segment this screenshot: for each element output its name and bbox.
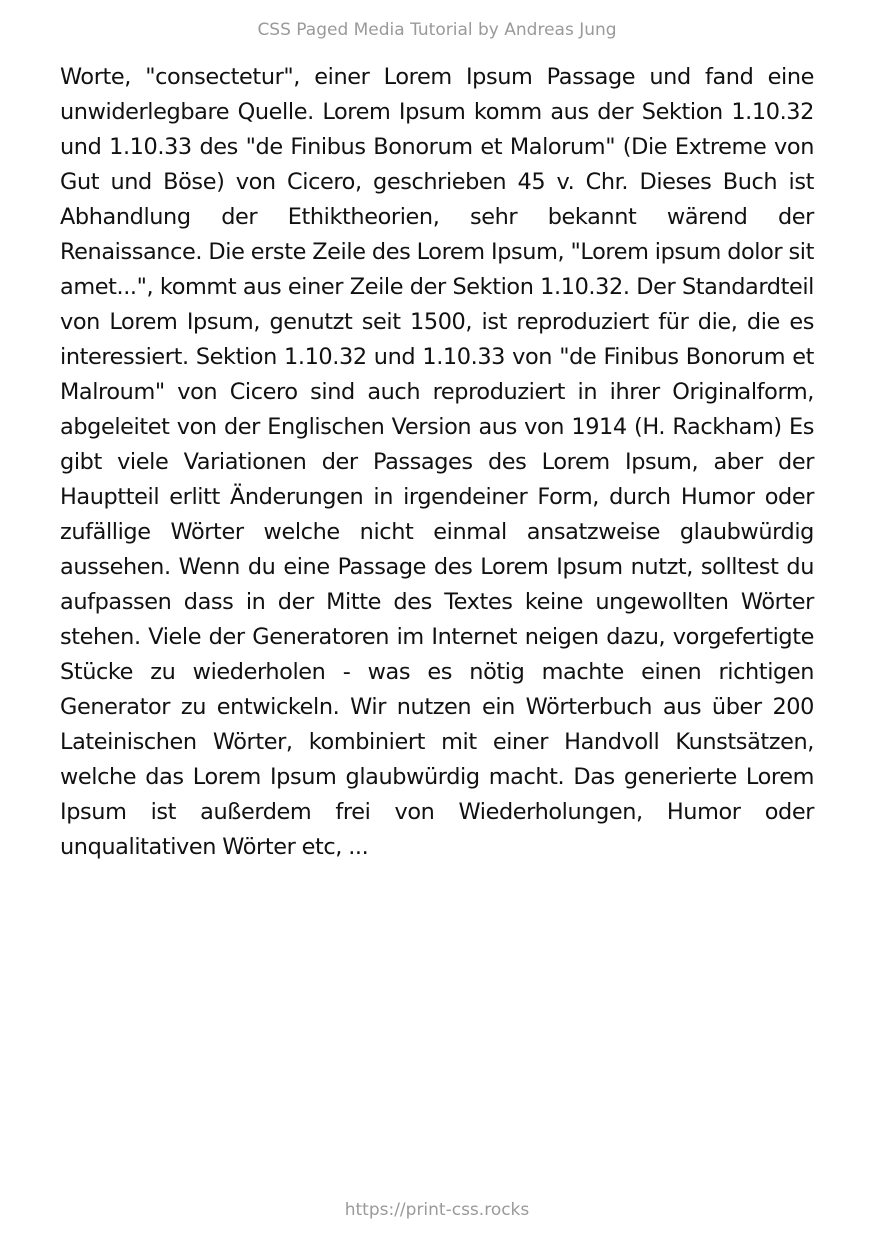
running-footer-url: https://print-css.rocks [344,1200,530,1220]
body-paragraph: Worte, "consectetur", einer Lorem Ipsum Passage und fand eine unwiderlegbare Quelle. Lorem Ipsum komm aus der Sektion 1.10.32 und 1.10.33 des "de Finibus Bonorum et Malorum" (Die Extreme von Gut und Böse) von Cicero, geschrieben 45 v. Chr. Dieses Buch ist Abhandlung der Ethiktheorien, sehr bekannt wärend der Renaissance. Die erste Zeile des Lorem Ipsum, "Lorem ipsum dolor sit amet...", kommt aus einer Zeile der Sektion 1.10.32. Der Standardteil von Lorem Ipsum, genutzt seit 1500, ist reproduziert für die, die es interessiert. Sektion 1.10.32 und 1.10.33 von "de Finibus Bonorum et Malroum" von Cicero sind auch reproduziert in ihrer Originalform, abgeleitet von der Englischen Version aus von 1914 (H. Rackham) Es gibt viele Variationen der Passages des Lorem Ipsum, aber der Hauptteil erlitt Änderungen in irgendeiner Form, durch Humor oder zufällige Wörter welche nicht einmal ansatzweise glaubwürdig aussehen. Wenn du eine Passage des Lorem Ipsum nutzt, solltest du aufpassen dass in der Mitte des Textes keine ungewollten Wörter stehen. Viele der Generatoren im Internet neigen dazu, vorgefertigte Stücke zu wiederholen - was es nötig machte einen richtigen Generator zu entwickeln. Wir nutzen ein Wörterbuch aus über 200 Lateinischen Wörter, kombiniert mit einer Handvoll Kunstsätzen, welche das Lorem Ipsum glaubwürdig macht. Das generierte Lorem Ipsum ist außerdem frei von Wiederholungen, Humor oder unqualitativen Wörter etc, ... [60,64,814,860]
running-header-title: CSS Paged Media Tutorial by Andreas Jung [257,20,617,40]
